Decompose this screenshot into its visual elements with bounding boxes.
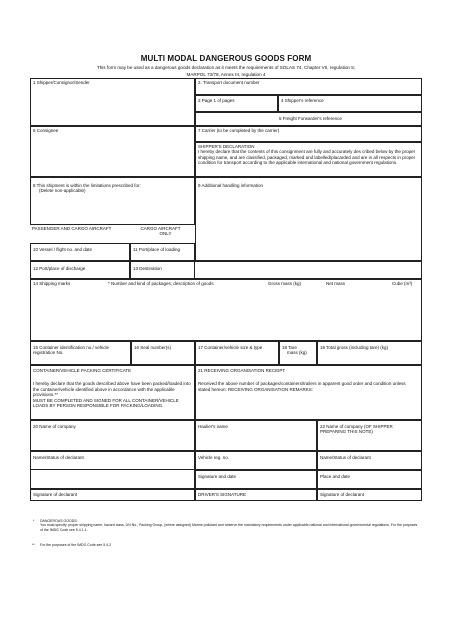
port-loading-label: 11 Port/place of loading bbox=[133, 247, 180, 252]
goods-description-box[interactable] bbox=[30, 279, 422, 341]
shipper-box[interactable] bbox=[30, 78, 195, 126]
consignee-box[interactable] bbox=[30, 126, 195, 177]
container-size-label: 17 Container/vehicle size & type bbox=[198, 345, 263, 350]
shipping-marks-header: 14 Shipping marks bbox=[33, 281, 71, 286]
limitations-box[interactable] bbox=[30, 177, 195, 225]
driver-signature-label: DRIVER'S SIGNATURE bbox=[198, 492, 247, 497]
company-22-sublabel: PREPARING THIS NOTE) bbox=[320, 429, 373, 435]
blank-signature-box[interactable] bbox=[30, 470, 195, 489]
declarant-signature-box-1[interactable] bbox=[30, 489, 195, 501]
vessel-box[interactable] bbox=[30, 243, 130, 261]
intro-line-2: MARPOL 73/78, Annex III, regulation 4 bbox=[186, 72, 266, 77]
packing-certificate-text: I hereby declare that the goods described above have been packed/loaded into the container/vehicle identified above in accordance with the applicable provisions.** bbox=[33, 381, 191, 398]
declarant-status-box-2[interactable] bbox=[317, 451, 422, 470]
vehicle-reg-label: Vehicle reg. no. bbox=[198, 455, 230, 460]
declarant-signature-label-1: Signature of declarant bbox=[33, 492, 78, 497]
forwarder-ref-label: 5 Freight Forwarder's reference bbox=[279, 116, 342, 121]
total-gross-box[interactable] bbox=[317, 341, 422, 365]
footnote-dangerous-goods-title: DANGEROUS GOODS: bbox=[40, 519, 78, 523]
place-date-box[interactable] bbox=[317, 470, 422, 489]
packages-header: * Number and kind of packages; description of goods bbox=[108, 281, 214, 286]
company-22-label: 22 Name of company (OF SHIPPER bbox=[320, 424, 393, 429]
form-title: MULTI MODAL DANGEROUS GOODS FORM bbox=[140, 54, 312, 63]
carrier-box[interactable] bbox=[195, 126, 422, 142]
net-mass-header: Net mass bbox=[326, 281, 346, 286]
shipper-ref-label: 4 Shipper's reference bbox=[281, 98, 324, 103]
driver-signature-box[interactable] bbox=[195, 489, 317, 501]
declarant-status-box-1[interactable] bbox=[30, 451, 195, 470]
form-intro bbox=[0, 64, 452, 78]
blank-box-right bbox=[195, 261, 422, 279]
vessel-label: 10 Vessel / flight no. and date bbox=[33, 247, 93, 252]
limitations-sublabel: (Delete non-applicable) bbox=[39, 188, 86, 194]
container-id-box[interactable] bbox=[30, 341, 131, 365]
packing-certificate-warning: MUST BE COMPLETED AND SIGNED FOR ALL CONTAINER/VEHICLE LOADS BY PERSON RESPONSIBLE FOR PACKING/LOADING. bbox=[33, 397, 179, 409]
receipt-title: 21 RECEIVING ORGANISATION RECEIPT bbox=[198, 368, 286, 373]
tare-mass-sublabel: mass (kg) bbox=[287, 350, 307, 356]
handling-label: 9 Additional handling information bbox=[198, 183, 264, 188]
tare-mass-label: 18 Tare bbox=[282, 345, 297, 350]
packing-certificate-box bbox=[30, 365, 195, 420]
port-loading-box[interactable] bbox=[130, 243, 195, 261]
container-id-label: 15 Container identification no./ vehicle bbox=[33, 345, 110, 350]
port-discharge-label: 12 Port/place of discharge bbox=[33, 266, 86, 271]
haulier-box[interactable] bbox=[195, 420, 317, 451]
place-date-label: Place and date bbox=[320, 474, 351, 479]
intro-line-1: This form may be used as a dangerous goods declaration as it meets the requirements of SOLAS 74, Chapter VII, regulation 5; bbox=[96, 65, 356, 70]
carrier-label: 7 Carrier (to be completed by the carrier) bbox=[198, 128, 280, 133]
signature-date-label: Signature and date bbox=[198, 474, 237, 479]
page-label: 3 Page 1 of pages bbox=[198, 98, 235, 103]
declarant-status-label-1: Name/Status of declarant bbox=[33, 455, 84, 460]
limitations-label: 8 This shipment is within the limitations prescribed for: bbox=[33, 183, 141, 188]
declarant-status-label-2: Name/Status of declarant bbox=[320, 455, 371, 460]
port-discharge-box[interactable] bbox=[30, 261, 130, 279]
shipper-declaration-text: I hereby declare that the contents of this consignment are fully and accurately des cribed below by the proper shipping name, and are classified, packaged, marked and labelled/placarded and are in all respects in proper condition for transport according to the applicable international and national government regulations. bbox=[198, 149, 416, 166]
passenger-option[interactable]: PASSENGER AND CARGO AIRCRAFT bbox=[32, 226, 112, 231]
transport-doc-label: 2. Transport document number bbox=[198, 80, 260, 85]
signature-date-box[interactable] bbox=[195, 470, 317, 489]
footnote-star-marker: * bbox=[33, 519, 35, 523]
destination-label: 13 Destination bbox=[133, 266, 162, 271]
seal-box[interactable] bbox=[131, 341, 195, 365]
seal-label: 16 Seal number(s) bbox=[134, 345, 172, 350]
transport-doc-box[interactable] bbox=[195, 78, 422, 95]
container-id-sublabel: registration No. bbox=[33, 350, 64, 356]
cube-header: Cube (m³) bbox=[392, 281, 413, 286]
shipper-declaration-box bbox=[195, 142, 422, 177]
company-20-label: 20 Name of company bbox=[33, 424, 76, 429]
haulier-label: Haulier's name bbox=[198, 424, 228, 429]
company-22-box[interactable] bbox=[317, 420, 422, 451]
footnote-dangerous-goods bbox=[40, 519, 420, 532]
gross-mass-header: Gross mass (kg) bbox=[268, 281, 302, 286]
shipper-label: 1 Shipper/Consignor/Sender bbox=[33, 80, 90, 85]
shipper-declaration-title: SHIPPER'S DECLARATION bbox=[198, 144, 255, 149]
vehicle-reg-box[interactable] bbox=[195, 451, 317, 470]
handling-box[interactable] bbox=[195, 177, 422, 261]
cargo-option-line-1: CARGO AIRCRAFT bbox=[140, 226, 181, 231]
footnote-dstar-marker: ** bbox=[32, 543, 35, 547]
cargo-option-line-2: ONLY bbox=[159, 231, 172, 237]
footnote-dangerous-goods-text: You must specify: proper shipping name, hazard class, UN No., Packing Group, (where assigned) Marine pollutant and observe the mandatory requirements under applicable national and international governmental regulations. For the purposes of the IMDG Code see 5.4.1.1. bbox=[40, 523, 418, 532]
declarant-signature-box-2[interactable] bbox=[317, 489, 422, 501]
footnote-imdg: For the purposes of the IMDG Code see 5.4.2 bbox=[40, 543, 112, 547]
declarant-signature-label-2: Signature of declarant bbox=[320, 492, 365, 497]
page-box[interactable] bbox=[195, 95, 278, 112]
destination-box[interactable] bbox=[130, 261, 195, 279]
tare-mass-box[interactable] bbox=[279, 341, 317, 365]
total-gross-label: 19 Total gross (including tare) (kg) bbox=[320, 345, 388, 350]
consignee-label: 6 Consignee bbox=[33, 128, 59, 133]
forwarder-ref-box[interactable] bbox=[195, 112, 422, 126]
container-size-box[interactable] bbox=[195, 341, 279, 365]
shipper-ref-box[interactable] bbox=[278, 95, 422, 112]
cargo-option[interactable] bbox=[128, 226, 193, 237]
packing-certificate-title: CONTAINER/VEHICLE PACKING CERTIFICATE bbox=[33, 368, 132, 373]
receipt-box[interactable] bbox=[195, 365, 422, 420]
company-20-box[interactable] bbox=[30, 420, 195, 451]
receipt-text: Received the above number of packages/containers/trailers in apparent good order and condition unless stated hereon: RECEIVING ORGANISATION REMARKS: bbox=[198, 381, 406, 392]
